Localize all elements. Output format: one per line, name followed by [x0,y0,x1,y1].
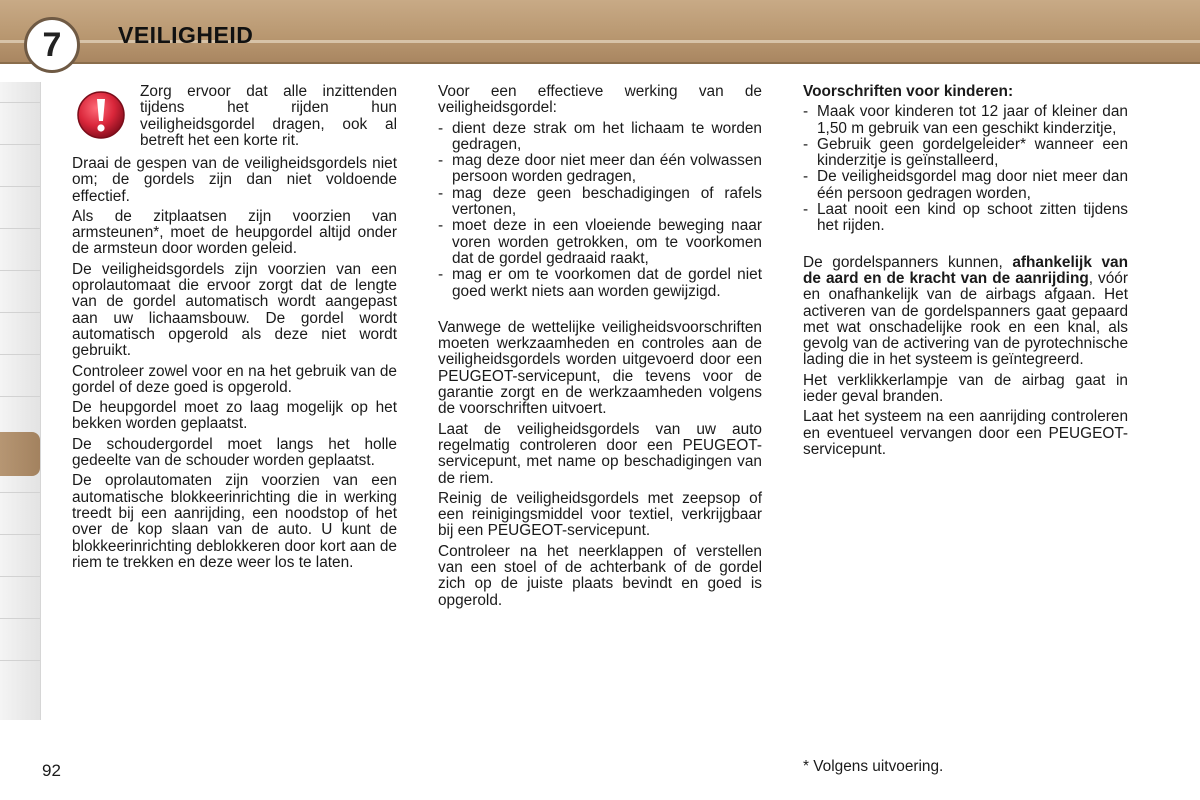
paragraph: Draai de gespen van de veiligheidsgordels niet om; de gordels zijn dan niet voldoende effectief. [72,155,397,205]
section-heading: Voorschriften voor kinderen: [803,83,1014,100]
pretensioner-text-start: De gordelspanners kunnen, [803,253,1013,271]
paragraph: Controleer zowel voor en na het gebruik van de gordel of deze goed is opgerold. [72,362,397,396]
rail-tick [0,492,40,493]
paragraph: De schoudergordel moet langs het holle gedeelte van de schouder worden geplaatst. [72,435,397,470]
column-left [72,84,397,575]
column-middle [438,84,762,613]
paragraph: Reinig de veiligheidsgordels met zeepsop of een reinigingsmiddel voor textiel, verkrijgbaar bij een PEUGEOT-servicepunt. [438,489,762,540]
pretensioner-emphasis: afhankelijk van de aard en de kracht van de aanrijding [803,253,1128,287]
pretensioner-text-end: , vóór en onafhankelijk van de airbags afgaan. Het activeren van de gordelspanners gaat gepaard met wat onschadelijke rook en een knal, als gevolg van de activering van de pyrotechnische lading die in het systeem is geïntegreerd. [803,269,1128,369]
warning-text: Zorg ervoor dat alle inzittenden tijdens het rijden hun veiligheidsgordel dragen, ook al betreft het een korte rit. [140,83,397,149]
list-item: - mag deze door niet meer dan één volwassen persoon worden gedragen, [438,153,762,186]
page-number: 92 [42,761,61,780]
paragraph: Laat de veiligheidsgordels van uw auto regelmatig controleren door een PEUGEOT-servicepunt, met name op beschadigingen van de riem. [438,420,762,487]
rail-tick [0,144,40,145]
exclamation-warning-icon [76,90,126,140]
paragraph: Vanwege de wettelijke veiligheidsvoorschriften moeten werkzaamheden en controles aan de veiligheidsgordels worden uitgevoerd door een PEUGEOT-servicepunt, die tevens voor de garantie zorgt en de werkzaamheden volgens de voorschriften uitvoert. [438,318,762,418]
paragraph: Het verklikkerlampje van de airbag gaat in ieder geval branden. [803,371,1128,406]
children-rules-list [803,104,1128,234]
rail-tick [0,396,40,397]
rail-tick [0,312,40,313]
paragraph: De oprolautomaten zijn voorzien van een automatische blokkeerinrichting die in werking treedt bij een aanrijding, een noodstop of het over de kop slaan van de auto. U kunt de blokkeerinrichting deblokkeren door kort aan de riem te trekken en deze weer los te laten. [72,472,397,571]
column-right [803,84,1128,462]
left-thumb-index [0,82,41,720]
list-item: - Maak voor kinderen tot 12 jaar of kleiner dan 1,50 m gebruik van een geschikt kinderzitje, [803,104,1128,137]
paragraph: De heupgordel moet zo laag mogelijk op het bekken worden geplaatst. [72,399,397,433]
rail-tick [0,186,40,187]
list-item: - Laat nooit een kind op schoot zitten tijdens het rijden. [803,202,1128,235]
paragraph: De veiligheidsgordels zijn voorzien van een oprolautomaat die ervoor zorgt dat de lengte van de gordel automatisch wordt aangepast aan uw lichaamsbouw. De gordel wordt automatisch opgerold als deze niet wordt gebruikt. [72,260,397,360]
rail-tick [0,618,40,619]
list-item: - mag deze geen beschadigingen of rafels vertonen, [438,186,762,219]
intro-paragraph: Voor een effectieve werking van de veiligheidsgordel: [438,83,762,117]
rail-tick [0,102,40,103]
rail-tick [0,354,40,355]
paragraph: Laat het systeem na een aanrijding controleren en eventueel vervangen door een PEUGEOT-servicepunt. [803,408,1128,458]
pretensioner-paragraph [803,255,1128,369]
warning-note [72,84,397,152]
chapter-number-badge: 7 [24,17,80,73]
rail-tick [0,660,40,661]
list-item: - moet deze in een vloeiende beweging naar voren worden getrokken, om te voorkomen dat de gordel gedraaid raakt, [438,218,762,267]
rail-tick [0,228,40,229]
paragraph: Controleer na het neerklappen of verstellen van een stoel of de achterbank of de gordel zich op de juiste plaats bevindt en goed is opgerold. [438,542,762,609]
list-item: - mag er om te voorkomen dat de gordel niet goed werkt niets aan worden gewijzigd. [438,267,762,300]
footnote: * Volgens uitvoering. [803,758,944,775]
rail-tick [0,534,40,535]
effectiveness-list [438,121,762,300]
list-item: - dient deze strak om het lichaam te worden gedragen, [438,121,762,154]
list-item: - De veiligheidsgordel mag door niet meer dan één persoon gedragen worden, [803,169,1128,202]
paragraph: Als de zitplaatsen zijn voorzien van armsteunen*, moet de heupgordel altijd onder de armsteun door worden geleid. [72,207,397,258]
rail-tick [0,576,40,577]
chapter-tab-marker [0,432,40,476]
list-item: - Gebruik geen gordelgeleider* wanneer een kinderzitje is geïnstalleerd, [803,137,1128,170]
chapter-title: VEILIGHEID [118,22,254,48]
rail-tick [0,270,40,271]
